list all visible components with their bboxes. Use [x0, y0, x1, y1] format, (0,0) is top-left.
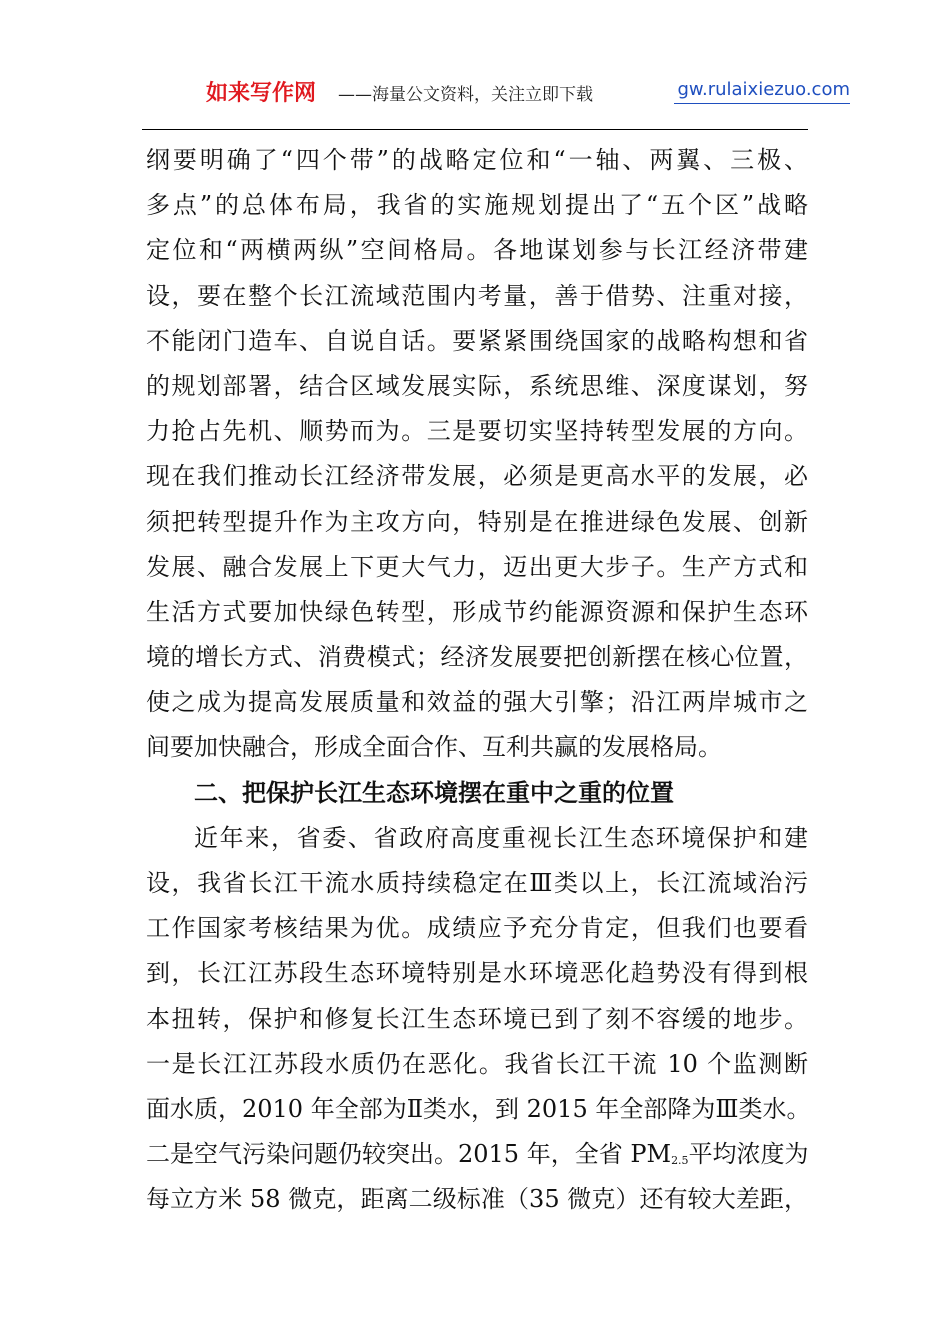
- text-line: 境的增长方式、消费模式；经济发展要把创新摆在核心位置，: [146, 643, 808, 672]
- pm-subscript: 2.5: [671, 1154, 689, 1168]
- text-line: 生活方式要加快绿色转型，形成节约能源资源和保护生态环: [146, 597, 808, 626]
- text-line: 力抢占先机、顺势而为。三是要切实坚持转型发展的方向。: [146, 417, 808, 446]
- text-line: 到，长江江苏段生态环境特别是水环境恶化趋势没有得到根: [146, 959, 808, 988]
- text-line: 面水质，2010 年全部为Ⅱ类水，到 2015 年全部降为Ⅲ类水。: [146, 1094, 811, 1123]
- text-line: 不能闭门造车、自说自话。要紧紧围绕国家的战略构想和省: [146, 326, 808, 355]
- text-line: 设，要在整个长江流域范围内考量，善于借势、注重对接，: [146, 281, 808, 310]
- page-header: [142, 74, 852, 110]
- text-line: 设，我省长江干流水质持续稳定在Ⅲ类以上，长江流域治污: [146, 869, 808, 897]
- brand-name: 如来写作网: [206, 81, 317, 106]
- text-line: 近年来，省委、省政府高度重视长江生态环境保护和建: [194, 823, 808, 852]
- site-link-underline: [674, 103, 850, 104]
- text-line: 使之成为提高发展质量和效益的强大引擎；沿江两岸城市之: [146, 688, 808, 717]
- text-line: 定位和“两横两纵”空间格局。各地谋划参与长江经济带建: [146, 236, 808, 265]
- text-line: 须把转型提升作为主攻方向，特别是在推进绿色发展、创新: [146, 507, 808, 536]
- text-line: 本扭转，保护和修复长江生态环境已到了刻不容缓的地步。: [146, 1004, 808, 1033]
- text-line-pm: [146, 1132, 808, 1177]
- header-slogan: ——海量公文资料，关注立即下载: [338, 85, 593, 105]
- text-line: 的规划部署，结合区域发展实际，系统思维、深度谋划，努: [146, 371, 808, 400]
- pm-text-before: 二是空气污染问题仍较突出。2015 年，全省 PM: [146, 1140, 672, 1169]
- text-line: 工作国家考核结果为优。成绩应予充分肯定，但我们也要看: [146, 914, 808, 943]
- text-line: 间要加快融合，形成全面合作、互利共赢的发展格局。: [146, 733, 722, 762]
- text-line: 现在我们推动长江经济带发展，必须是更高水平的发展，必: [146, 462, 808, 491]
- text-line: 一是长江江苏段水质仍在恶化。我省长江干流 10 个监测断: [146, 1049, 808, 1078]
- site-link[interactable]: gw.rulaixiezuo.com: [677, 79, 850, 100]
- text-line: 发展、融合发展上下更大气力，迈出更大步子。生产方式和: [146, 552, 808, 581]
- text-line: 每立方米 58 微克，距离二级标准（35 微克）还有较大差距，: [146, 1185, 808, 1214]
- document-body: [146, 138, 811, 1223]
- header-divider: [142, 129, 808, 130]
- text-line: 多点”的总体布局，我省的实施规划提出了“五个区”战略: [146, 191, 808, 220]
- text-line: 纲要明确了“四个带”的战略定位和“一轴、两翼、三极、: [146, 146, 808, 174]
- section-heading: 二、把保护长江生态环境摆在重中之重的位置: [194, 778, 674, 807]
- pm-text-after: 平均浓度为: [688, 1140, 809, 1169]
